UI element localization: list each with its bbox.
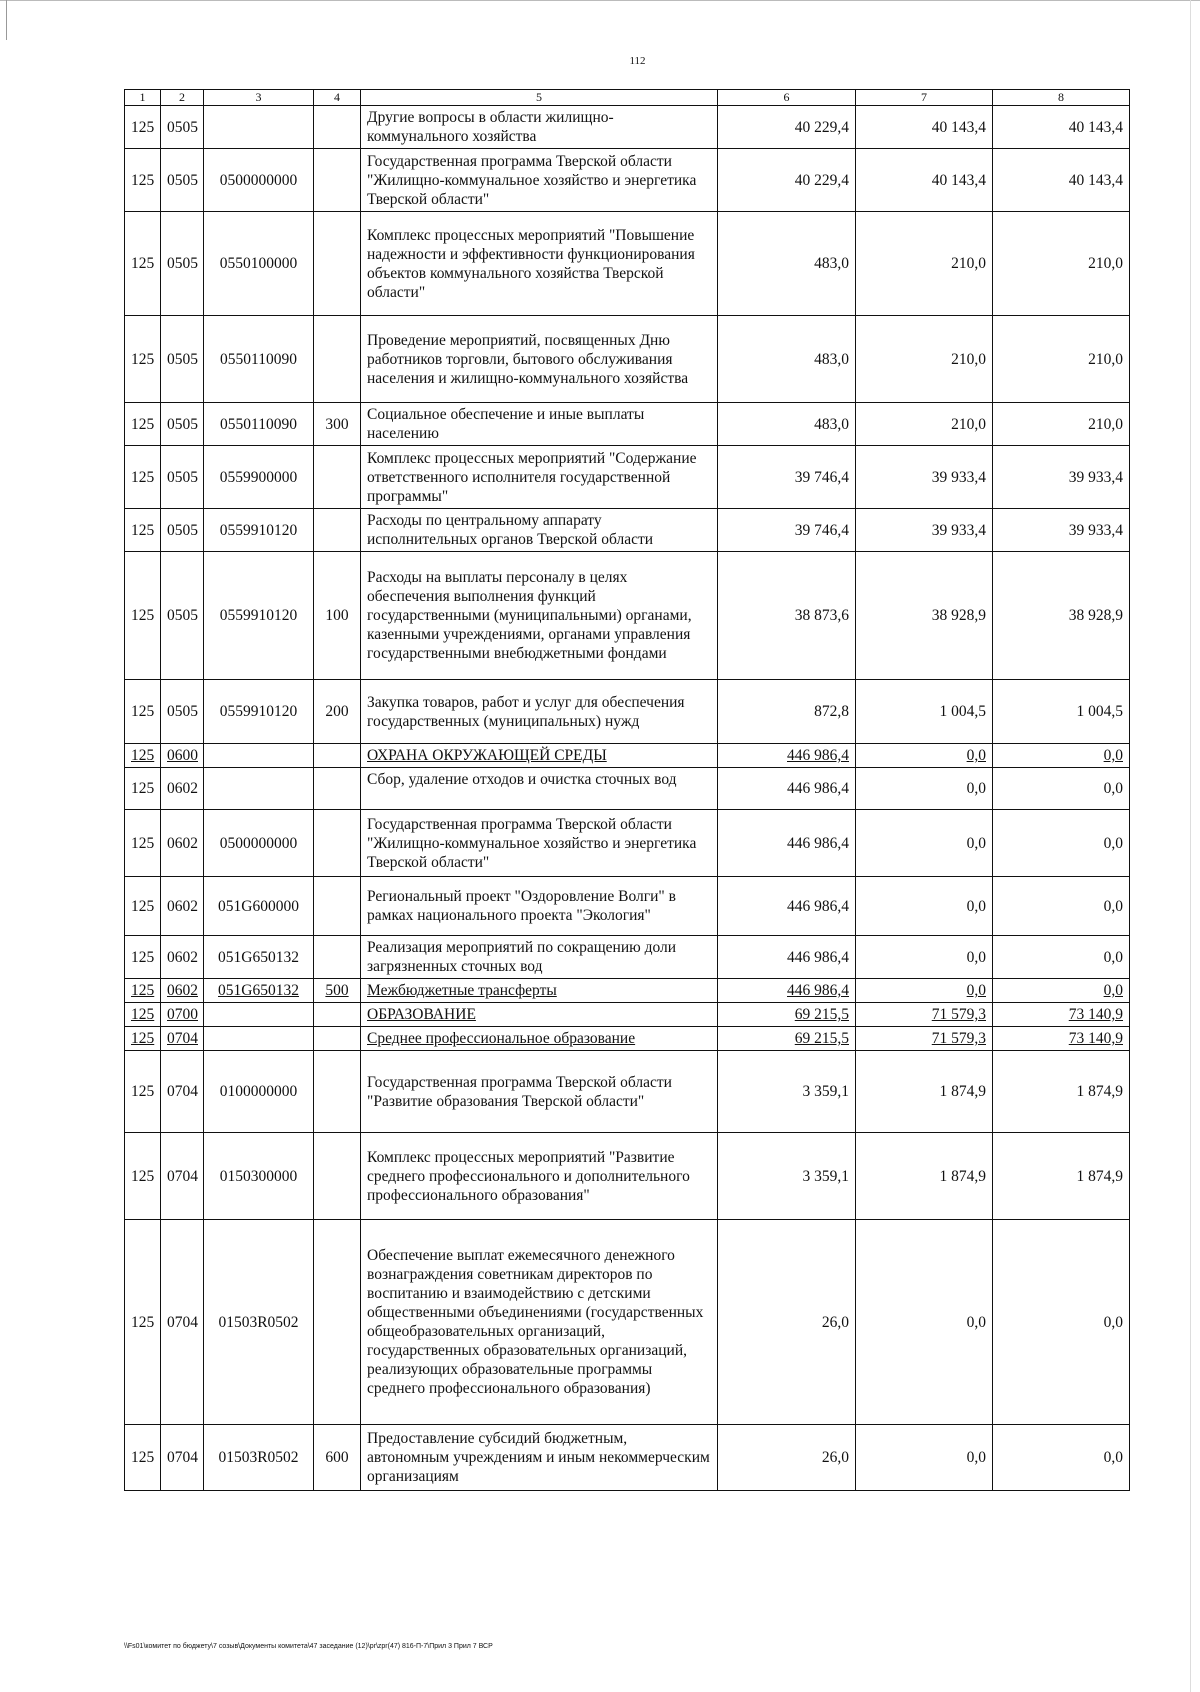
- table-row: [125, 877, 1130, 936]
- ministry-code: 125: [125, 936, 161, 979]
- amount-col6: 446 986,4: [718, 877, 856, 936]
- ministry-code: 125: [125, 768, 161, 810]
- ministry-code: 125: [125, 1220, 161, 1425]
- amount-col7: 0,0: [856, 768, 993, 810]
- column-number: 1: [125, 90, 161, 106]
- expense-type-code: [314, 810, 361, 877]
- item-name: Государственная программа Тверской области "Развитие образования Тверской области": [361, 1051, 718, 1133]
- item-name: Комплекс процессных мероприятий "Повышение надежности и эффективности функционирования объектов коммунального хозяйства Тверской области": [361, 212, 718, 316]
- amount-col6: 39 746,4: [718, 446, 856, 509]
- ministry-code: 125: [125, 744, 161, 768]
- table-row: [125, 446, 1130, 509]
- amount-col8: 73 140,9: [993, 1027, 1130, 1051]
- amount-col6: 446 986,4: [718, 979, 856, 1003]
- section-code: 0505: [161, 680, 204, 744]
- page-number: 112: [629, 55, 646, 67]
- expense-type-code: 300: [314, 403, 361, 446]
- amount-col6: 40 229,4: [718, 149, 856, 212]
- amount-col8: 1 874,9: [993, 1133, 1130, 1220]
- expense-type-code: [314, 768, 361, 810]
- target-article-code: 0550100000: [204, 212, 314, 316]
- section-code: 0505: [161, 106, 204, 149]
- amount-col6: 39 746,4: [718, 509, 856, 552]
- amount-col7: 1 004,5: [856, 680, 993, 744]
- ministry-code: 125: [125, 1425, 161, 1491]
- target-article-code: 0559910120: [204, 680, 314, 744]
- table-row: [125, 1133, 1130, 1220]
- item-name: Другие вопросы в области жилищно-коммунального хозяйства: [361, 106, 718, 149]
- table-row: [125, 1051, 1130, 1133]
- table-row: [125, 1425, 1130, 1491]
- target-article-code: 0559910120: [204, 509, 314, 552]
- ministry-code: 125: [125, 877, 161, 936]
- expense-type-code: [314, 212, 361, 316]
- expense-type-code: 500: [314, 979, 361, 1003]
- amount-col7: 38 928,9: [856, 552, 993, 680]
- amount-col8: 40 143,4: [993, 106, 1130, 149]
- target-article-code: 0500000000: [204, 149, 314, 212]
- amount-col6: 69 215,5: [718, 1003, 856, 1027]
- table-row: [125, 979, 1130, 1003]
- section-code: 0602: [161, 877, 204, 936]
- ministry-code: 125: [125, 212, 161, 316]
- table-row: [125, 149, 1130, 212]
- section-code: 0505: [161, 446, 204, 509]
- ministry-code: 125: [125, 403, 161, 446]
- scan-edge-left: [6, 0, 7, 40]
- expense-type-code: [314, 509, 361, 552]
- table-row: [125, 1003, 1130, 1027]
- ministry-code: 125: [125, 149, 161, 212]
- amount-col6: 38 873,6: [718, 552, 856, 680]
- target-article-code: 0500000000: [204, 810, 314, 877]
- table-row: [125, 509, 1130, 552]
- section-code: 0505: [161, 552, 204, 680]
- amount-col8: 210,0: [993, 316, 1130, 403]
- expense-type-code: [314, 877, 361, 936]
- item-name: Среднее профессиональное образование: [361, 1027, 718, 1051]
- table-row: [125, 1027, 1130, 1051]
- target-article-code: 051G650132: [204, 936, 314, 979]
- target-article-code: [204, 106, 314, 149]
- expense-type-code: 200: [314, 680, 361, 744]
- amount-col7: 210,0: [856, 403, 993, 446]
- table-row: [125, 106, 1130, 149]
- amount-col7: 40 143,4: [856, 149, 993, 212]
- section-code: 0600: [161, 744, 204, 768]
- target-article-code: 0550110090: [204, 316, 314, 403]
- table-row: [125, 810, 1130, 877]
- section-code: 0505: [161, 316, 204, 403]
- column-number: 3: [204, 90, 314, 106]
- ministry-code: 125: [125, 1003, 161, 1027]
- expense-type-code: 100: [314, 552, 361, 680]
- amount-col7: 39 933,4: [856, 509, 993, 552]
- section-code: 0704: [161, 1027, 204, 1051]
- expense-type-code: [314, 744, 361, 768]
- item-name: ОХРАНА ОКРУЖАЮЩЕЙ СРЕДЫ: [361, 744, 718, 768]
- expense-type-code: [314, 106, 361, 149]
- section-code: 0505: [161, 212, 204, 316]
- expense-type-code: [314, 446, 361, 509]
- amount-col6: 483,0: [718, 212, 856, 316]
- amount-col7: 40 143,4: [856, 106, 993, 149]
- item-name: Обеспечение выплат ежемесячного денежного вознаграждения советникам директоров по воспитанию и взаимодействию с детскими общественными объединениями (государственных общеобразовательных организаций, государственных образовательных организаций, реализующих образовательные программы среднего профессионального образования): [361, 1220, 718, 1425]
- amount-col7: 1 874,9: [856, 1133, 993, 1220]
- ministry-code: 125: [125, 810, 161, 877]
- expense-type-code: [314, 149, 361, 212]
- ministry-code: 125: [125, 1051, 161, 1133]
- section-code: 0505: [161, 149, 204, 212]
- column-number: 5: [361, 90, 718, 106]
- item-name: Государственная программа Тверской области "Жилищно-коммунальное хозяйство и энергетика Тверской области": [361, 810, 718, 877]
- item-name: Социальное обеспечение и иные выплаты населению: [361, 403, 718, 446]
- amount-col6: 446 986,4: [718, 744, 856, 768]
- amount-col8: 39 933,4: [993, 509, 1130, 552]
- target-article-code: 0559910120: [204, 552, 314, 680]
- amount-col7: 0,0: [856, 1220, 993, 1425]
- item-name: Комплекс процессных мероприятий "Развитие среднего профессионального и дополнительного профессионального образования": [361, 1133, 718, 1220]
- amount-col7: 71 579,3: [856, 1027, 993, 1051]
- table-row: [125, 744, 1130, 768]
- section-code: 0602: [161, 936, 204, 979]
- amount-col7: 210,0: [856, 212, 993, 316]
- section-code: 0602: [161, 768, 204, 810]
- table-row: [125, 212, 1130, 316]
- amount-col8: 210,0: [993, 403, 1130, 446]
- target-article-code: 051G600000: [204, 877, 314, 936]
- target-article-code: 0559900000: [204, 446, 314, 509]
- table-row: [125, 403, 1130, 446]
- section-code: 0700: [161, 1003, 204, 1027]
- amount-col8: 1 874,9: [993, 1051, 1130, 1133]
- amount-col7: 1 874,9: [856, 1051, 993, 1133]
- expense-type-code: 600: [314, 1425, 361, 1491]
- target-article-code: [204, 1003, 314, 1027]
- item-name: ОБРАЗОВАНИЕ: [361, 1003, 718, 1027]
- amount-col6: 69 215,5: [718, 1027, 856, 1051]
- budget-table: [124, 89, 1130, 1491]
- section-code: 0505: [161, 403, 204, 446]
- amount-col8: 1 004,5: [993, 680, 1130, 744]
- table-row: [125, 936, 1130, 979]
- ministry-code: 125: [125, 106, 161, 149]
- expense-type-code: [314, 316, 361, 403]
- amount-col7: 39 933,4: [856, 446, 993, 509]
- table-row: [125, 768, 1130, 810]
- amount-col8: 0,0: [993, 936, 1130, 979]
- amount-col8: 0,0: [993, 1425, 1130, 1491]
- section-code: 0704: [161, 1425, 204, 1491]
- amount-col7: 210,0: [856, 316, 993, 403]
- ministry-code: 125: [125, 979, 161, 1003]
- item-name: Закупка товаров, работ и услуг для обеспечения государственных (муниципальных) нужд: [361, 680, 718, 744]
- expense-type-code: [314, 1220, 361, 1425]
- expense-type-code: [314, 936, 361, 979]
- item-name: Межбюджетные трансферты: [361, 979, 718, 1003]
- amount-col8: 0,0: [993, 744, 1130, 768]
- amount-col8: 0,0: [993, 768, 1130, 810]
- amount-col7: 0,0: [856, 877, 993, 936]
- expense-type-code: [314, 1003, 361, 1027]
- target-article-code: [204, 744, 314, 768]
- target-article-code: 01503R0502: [204, 1425, 314, 1491]
- amount-col6: 483,0: [718, 316, 856, 403]
- item-name: Сбор, удаление отходов и очистка сточных вод: [361, 768, 718, 810]
- amount-col7: 0,0: [856, 979, 993, 1003]
- section-code: 0602: [161, 810, 204, 877]
- target-article-code: [204, 1027, 314, 1051]
- target-article-code: 0550110090: [204, 403, 314, 446]
- amount-col6: 40 229,4: [718, 106, 856, 149]
- item-name: Расходы по центральному аппарату исполнительных органов Тверской области: [361, 509, 718, 552]
- column-number-row: [125, 90, 1130, 106]
- amount-col7: 0,0: [856, 936, 993, 979]
- ministry-code: 125: [125, 316, 161, 403]
- amount-col8: 0,0: [993, 877, 1130, 936]
- amount-col8: 0,0: [993, 810, 1130, 877]
- amount-col8: 38 928,9: [993, 552, 1130, 680]
- column-number: 6: [718, 90, 856, 106]
- item-name: Государственная программа Тверской области "Жилищно-коммунальное хозяйство и энергетика Тверской области": [361, 149, 718, 212]
- amount-col7: 71 579,3: [856, 1003, 993, 1027]
- target-article-code: 0150300000: [204, 1133, 314, 1220]
- scan-edge-top: [0, 0, 1200, 1]
- table-row: [125, 316, 1130, 403]
- column-number: 8: [993, 90, 1130, 106]
- amount-col7: 0,0: [856, 1425, 993, 1491]
- amount-col6: 26,0: [718, 1220, 856, 1425]
- amount-col6: 483,0: [718, 403, 856, 446]
- expense-type-code: [314, 1027, 361, 1051]
- amount-col8: 40 143,4: [993, 149, 1130, 212]
- item-name: Расходы на выплаты персоналу в целях обеспечения выполнения функций государственными (муниципальными) органами, казенными учреждениями, органами управления государственными внебюджетными фондами: [361, 552, 718, 680]
- amount-col8: 0,0: [993, 979, 1130, 1003]
- amount-col6: 446 986,4: [718, 936, 856, 979]
- table-row: [125, 680, 1130, 744]
- item-name: Комплекс процессных мероприятий "Содержание ответственного исполнителя государственной программы": [361, 446, 718, 509]
- target-article-code: 01503R0502: [204, 1220, 314, 1425]
- scan-edge-right: [1190, 0, 1191, 1692]
- section-code: 0704: [161, 1051, 204, 1133]
- column-number: 2: [161, 90, 204, 106]
- amount-col8: 210,0: [993, 212, 1130, 316]
- ministry-code: 125: [125, 1027, 161, 1051]
- amount-col8: 39 933,4: [993, 446, 1130, 509]
- amount-col7: 0,0: [856, 744, 993, 768]
- section-code: 0602: [161, 979, 204, 1003]
- section-code: 0704: [161, 1133, 204, 1220]
- item-name: Региональный проект "Оздоровление Волги" в рамках национального проекта "Экология": [361, 877, 718, 936]
- ministry-code: 125: [125, 446, 161, 509]
- column-number: 4: [314, 90, 361, 106]
- amount-col6: 26,0: [718, 1425, 856, 1491]
- amount-col6: 3 359,1: [718, 1133, 856, 1220]
- target-article-code: [204, 768, 314, 810]
- target-article-code: 051G650132: [204, 979, 314, 1003]
- ministry-code: 125: [125, 509, 161, 552]
- item-name: Предоставление субсидий бюджетным, автономным учреждениям и иным некоммерческим организациям: [361, 1425, 718, 1491]
- target-article-code: 0100000000: [204, 1051, 314, 1133]
- item-name: Проведение мероприятий, посвященных Дню работников торговли, бытового обслуживания населения и жилищно-коммунального хозяйства: [361, 316, 718, 403]
- item-name: Реализация мероприятий по сокращению доли загрязненных сточных вод: [361, 936, 718, 979]
- ministry-code: 125: [125, 1133, 161, 1220]
- ministry-code: 125: [125, 552, 161, 680]
- amount-col7: 0,0: [856, 810, 993, 877]
- table-row: [125, 1220, 1130, 1425]
- amount-col6: 3 359,1: [718, 1051, 856, 1133]
- amount-col8: 0,0: [993, 1220, 1130, 1425]
- amount-col6: 446 986,4: [718, 768, 856, 810]
- section-code: 0704: [161, 1220, 204, 1425]
- file-path-footer: \\Fs01\комитет по бюджету\7 созыв\Документы комитета\47 заседание (12)\pr\zpr(47) 816-П-7\Прил 3 Прил 7 ВСР: [124, 1643, 493, 1650]
- expense-type-code: [314, 1133, 361, 1220]
- section-code: 0505: [161, 509, 204, 552]
- amount-col8: 73 140,9: [993, 1003, 1130, 1027]
- amount-col6: 872,8: [718, 680, 856, 744]
- expense-type-code: [314, 1051, 361, 1133]
- amount-col6: 446 986,4: [718, 810, 856, 877]
- column-number: 7: [856, 90, 993, 106]
- table-row: [125, 552, 1130, 680]
- ministry-code: 125: [125, 680, 161, 744]
